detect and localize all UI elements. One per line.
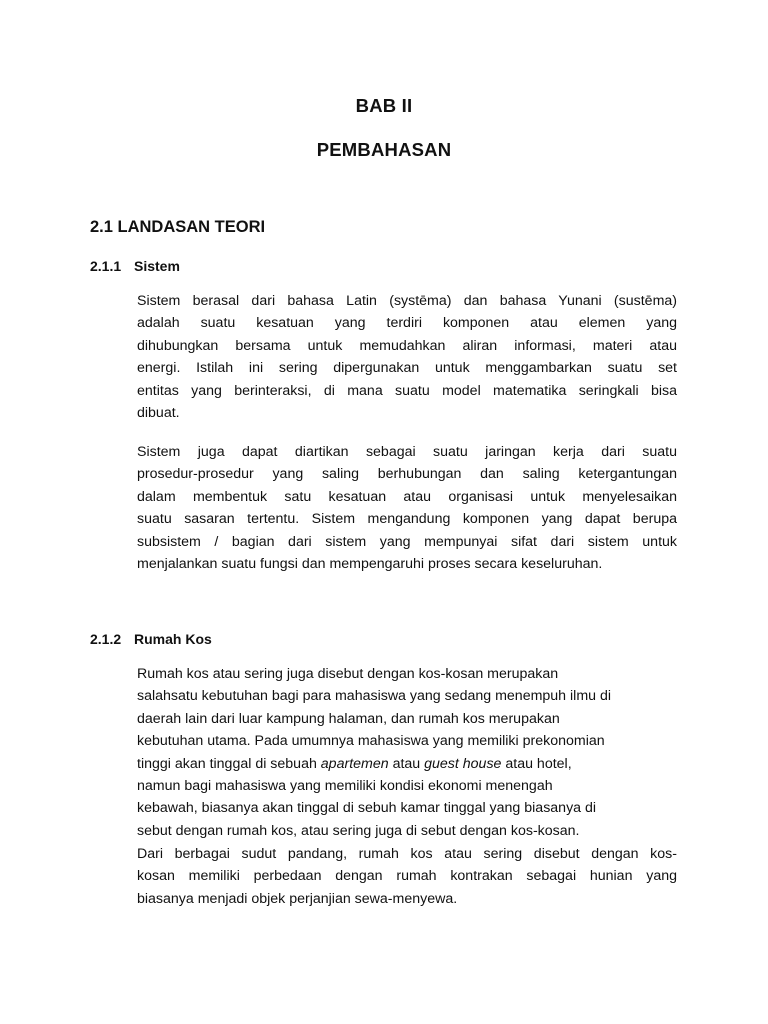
paragraph-rumah-kos-definition bbox=[137, 663, 677, 842]
text-line: entitas yang berinteraksi, di mana suatu model matematika seringkali bisa bbox=[137, 382, 677, 399]
text-line: daerah lain dari luar kampung halaman, dan rumah kos merupakan bbox=[137, 710, 560, 727]
text-line: Sistem berasal dari bahasa Latin (systēma) dan bahasa Yunani (sustēma) bbox=[137, 293, 677, 309]
subsection-title: Sistem bbox=[134, 258, 180, 274]
text-line: subsistem / bagian dari sistem yang mempunyai sifat dari sistem untuk bbox=[137, 533, 677, 550]
section-heading: 2.1 LANDASAN TEORI bbox=[90, 218, 266, 236]
text-line: dalam membentuk satu kesatuan atau organisasi untuk menyelesaikan bbox=[137, 488, 677, 505]
text-line: dihubungkan bersama untuk memudahkan aliran informasi, materi atau bbox=[137, 337, 677, 354]
text-run: tinggi akan tinggal di sebuah bbox=[137, 755, 321, 772]
text-run: atau bbox=[388, 755, 425, 772]
paragraph-sistem-network bbox=[137, 441, 677, 575]
text-line: menjalankan suatu fungsi dan mempengaruhi proses secara keseluruhan. bbox=[137, 556, 603, 573]
text-line: Dari berbagai sudut pandang, rumah kos atau sering disebut dengan kos- bbox=[137, 846, 677, 862]
text-line: kosan memiliki perbedaan dengan rumah kontrakan sebagai hunian yang bbox=[137, 868, 677, 885]
text-line: energi. Istilah ini sering dipergunakan untuk menggambarkan suatu set bbox=[137, 360, 677, 377]
paragraph-rumah-kos-comparison bbox=[137, 843, 677, 910]
paragraph-sistem-definition bbox=[137, 290, 677, 424]
text-line: adalah suatu kesatuan yang terdiri komponen atau elemen yang bbox=[137, 315, 677, 332]
italic-term-apartemen: apartemen bbox=[320, 755, 389, 772]
subsection-heading-sistem bbox=[90, 258, 180, 274]
text-line: dibuat. bbox=[137, 405, 180, 422]
subsection-heading-rumah-kos bbox=[90, 631, 212, 647]
text-line: Rumah kos atau sering juga disebut dengan kos-kosan merupakan bbox=[137, 666, 559, 682]
chapter-subtitle: PEMBAHASAN bbox=[316, 139, 452, 160]
text-line: namun bagi mahasiswa yang memiliki kondisi ekonomi menengah bbox=[137, 778, 553, 795]
text-line bbox=[137, 753, 677, 775]
subsection-number: 2.1.1 bbox=[90, 258, 122, 274]
italic-term-guest-house: guest house bbox=[424, 755, 502, 772]
text-line: biasanya menjadi objek perjanjian sewa-menyewa. bbox=[137, 890, 458, 907]
text-line: kebutuhan utama. Pada umumnya mahasiswa yang memiliki prekonomian bbox=[137, 733, 605, 750]
text-line: sebut dengan rumah kos, atau sering juga di sebut dengan kos-kosan. bbox=[137, 822, 580, 839]
chapter-title: BAB II bbox=[355, 95, 413, 116]
subsection-number: 2.1.2 bbox=[90, 631, 122, 647]
text-line: salahsatu kebutuhan bagi para mahasiswa yang sedang menempuh ilmu di bbox=[137, 688, 612, 705]
text-line: Sistem juga dapat diartikan sebagai suatu jaringan kerja dari suatu bbox=[137, 444, 677, 460]
text-run: atau hotel, bbox=[501, 755, 572, 772]
text-line: kebawah, biasanya akan tinggal di sebuh kamar tinggal yang biasanya di bbox=[137, 800, 597, 817]
subsection-title: Rumah Kos bbox=[134, 631, 212, 647]
text-line: suatu sasaran tertentu. Sistem mengandung komponen yang dapat berupa bbox=[137, 511, 677, 528]
text-line: prosedur-prosedur yang saling berhubungan dan saling ketergantungan bbox=[137, 466, 677, 483]
